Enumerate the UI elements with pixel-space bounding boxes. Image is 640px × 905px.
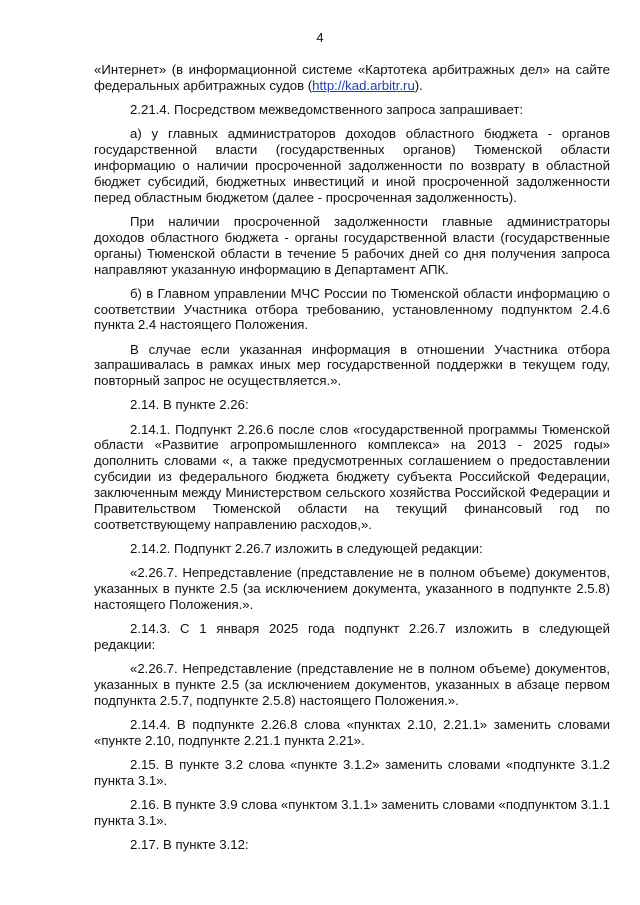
paragraph-text: 2.21.4. Посредством межведомственного запроса запрашивает:: [130, 102, 524, 117]
paragraph: [94, 757, 610, 789]
paragraph-text: 2.15. В пункте 3.2 слова «пункте 3.1.2» заменить словами «подпункте 3.1.2 пункта 3.1».: [94, 756, 610, 788]
paragraph: [94, 102, 610, 118]
document-body: [94, 62, 610, 861]
paragraph-text: ).: [414, 77, 423, 93]
paragraph: [94, 621, 610, 653]
paragraph-text: «Интернет» (в информационной системе «Картотека арбитражных дел» на сайте федеральных арбитражных судов (: [94, 62, 610, 93]
page-number: 4: [316, 30, 324, 45]
paragraph: [94, 565, 610, 613]
paragraph: [94, 541, 610, 557]
paragraph-text: б) в Главном управлении МЧС России по Тюменской области информацию о соответствии Участника отбора требованию, установленному подпунктом 2.4.6 пункта 2.4 настоящего Положения.: [94, 285, 610, 333]
paragraph-text: 2.14.1. Подпункт 2.26.6 после слов «государственной программы Тюменской области «Развитие агропромышленного комплекса» на 2013 - 2025 годы» дополнить словами «, а также предусмотренных соглашением о предоставлении субсидии из федерального бюджета бюджету субъекта Российской Федерации, заключенным между Министерством сельского хозяйства Российской Федерации и Правительством Тюменской области на текущий финансовый год по соответствующему направлению расходов,».: [94, 421, 610, 532]
kad-arbitr-link[interactable]: http://kad.arbitr.ru: [312, 77, 415, 93]
paragraph-text: 2.14.4. В подпункте 2.26.8 слова «пунктах 2.10, 2.21.1» заменить словами «пункте 2.10, подпункте 2.21.1 пункта 2.21».: [94, 716, 610, 748]
paragraph: [94, 797, 610, 829]
paragraph: [94, 661, 610, 709]
paragraph: [94, 286, 610, 334]
paragraph-text: При наличии просроченной задолженности главные администраторы доходов областного бюджета - органы государственной власти (государственные органы) Тюменской области в течение 5 рабочих дней со дня получения запроса направляют указанную информацию в Департамент АПК.: [94, 213, 610, 277]
paragraph-text: 2.17. В пункте 3.12:: [130, 836, 249, 852]
paragraph: [94, 837, 610, 853]
paragraph: [94, 342, 610, 390]
paragraph: [94, 62, 610, 94]
paragraph: [94, 397, 610, 413]
paragraph-text: «2.26.7. Непредставление (представление не в полном объеме) документов, указанных в пункте 2.5 (за исключением документов, указанных в абзаце первом подпункта 2.5.7, подпункте 2.5.8) настоящего Положения.».: [94, 661, 610, 708]
paragraph-text: 2.16. В пункте 3.9 слова «пунктом 3.1.1» заменить словами «подпунктом 3.1.1 пункта 3.1».: [94, 796, 610, 828]
paragraph: [94, 126, 610, 206]
paragraph-text: В случае если указанная информация в отношении Участника отбора запрашивалась в рамках иных мер государственной поддержки в текущем году, повторный запрос не осуществляется.».: [94, 341, 610, 389]
paragraph-text: 2.14.2. Подпункт 2.26.7 изложить в следующей редакции:: [130, 541, 483, 557]
paragraph: [94, 422, 610, 533]
paragraph-text: «2.26.7. Непредставление (представление не в полном объеме) документов, указанных в пункте 2.5 (за исключением документа, указанного в подпункте 2.5.8) настоящего Положения.».: [94, 565, 610, 612]
paragraph-text: 2.14. В пункте 2.26:: [130, 397, 249, 413]
paragraph-text: а) у главных администраторов доходов областного бюджета - органов государственной власти (государственных органов) Тюменской области информацию о наличии просроченной задолженности по возврату в областной бюджет субсидий, бюджетных инвестиций и иной просроченной задолженности перед областным бюджетом (далее - просроченная задолженность).: [94, 126, 610, 205]
paragraph: [94, 214, 610, 278]
paragraph-text: 2.14.3. С 1 января 2025 года подпункт 2.26.7 изложить в следующей редакции:: [94, 621, 610, 652]
paragraph: [94, 717, 610, 749]
